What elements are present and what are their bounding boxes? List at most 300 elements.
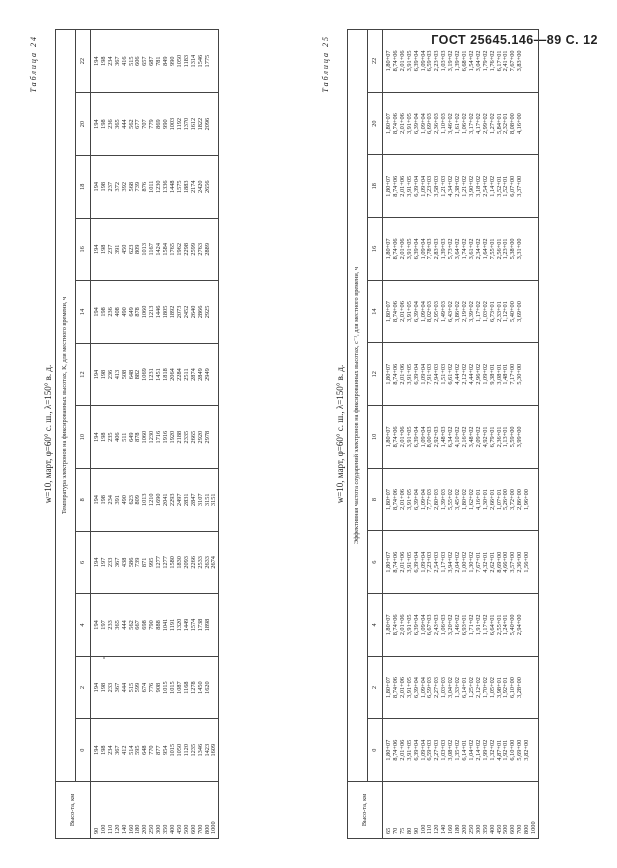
table-cell: 2,36+00 (517, 531, 524, 594)
table-cell: 990 (163, 93, 170, 156)
row-label: 800 (524, 782, 531, 839)
table-cell: 6,34+02 (448, 406, 455, 469)
table-cell: 2,66+01 (489, 468, 496, 531)
table-cell: 6,39+04 (413, 468, 420, 531)
column-header: 12 (367, 343, 382, 406)
table-cell (211, 594, 218, 657)
table-cell: 1620 (204, 656, 211, 719)
table-cell (531, 92, 538, 155)
table-cell: 1,46+02 (455, 594, 462, 657)
table-cell: 1451 (156, 343, 163, 406)
table-cell: 234 (107, 719, 114, 782)
table-cell: 197 (100, 531, 107, 594)
table-cell: 1,21+02 (461, 155, 468, 218)
table-cell: 2,38+02 (455, 155, 462, 218)
table-cell: 236 (107, 343, 114, 406)
table-cell: 233 (107, 594, 114, 657)
table-cell: 2,92+03 (434, 406, 441, 469)
table-cell: 3,91+05 (406, 155, 413, 218)
table-cell: 1191 (169, 594, 176, 657)
table-cell: 1235 (190, 719, 197, 782)
table-cell: 1575 (176, 155, 183, 218)
table-cell: 198 (100, 468, 107, 531)
row-label: 140 (441, 782, 448, 839)
column-header: 10 (75, 406, 90, 469)
table-cell: 194 (90, 281, 100, 344)
table-cell: 4,87+01 (496, 719, 503, 782)
table-cell: 8,69+00 (496, 531, 503, 594)
table-row (489, 30, 496, 839)
table-cell: 6,64+01 (489, 594, 496, 657)
table-cell: 1167 (149, 218, 156, 281)
table-cell: 1230 (156, 155, 163, 218)
table-cell: 2511 (183, 343, 190, 406)
table-cell: 8,74+06 (392, 468, 399, 531)
table-cell: 1775 (204, 30, 211, 93)
table-cell: 8,74+06 (392, 531, 399, 594)
table-24-name: Таблица 24 (28, 35, 38, 93)
row-label: 500 (183, 782, 190, 839)
table-cell: 6,39+04 (413, 343, 420, 406)
table-cell: 7,23+03 (427, 531, 434, 594)
table-cell: 1892 (169, 281, 176, 344)
table-cell: 2599 (190, 218, 197, 281)
table-cell: 444 (121, 594, 128, 657)
table-cell: 1916 (163, 406, 170, 469)
table-cell: 595 (135, 719, 142, 782)
table-cell: 6,39+04 (413, 155, 420, 218)
table-cell: 237 (107, 155, 114, 218)
table-cell (531, 531, 538, 594)
table-cell: 3,69+00 (517, 280, 524, 343)
table-cell: 871 (142, 531, 149, 594)
table-cell: 198 (100, 719, 107, 782)
table-cell: 194 (90, 343, 100, 406)
table-cell: 1449 (183, 594, 190, 657)
column-header: 8 (367, 468, 382, 531)
table-cell: 235 (107, 406, 114, 469)
table-cell: 2889 (204, 218, 211, 281)
table-cell: 1041 (163, 594, 170, 657)
table-cell: 194 (90, 594, 100, 657)
table-cell: 3,17+02 (468, 92, 475, 155)
table-cell: 6,59+03 (427, 656, 434, 719)
table-cell: 6,10+00 (510, 719, 517, 782)
table-cell: 8,74+06 (392, 280, 399, 343)
table-cell: 849 (163, 30, 170, 93)
table-cell: 5,55+02 (448, 468, 455, 531)
table-cell: 779 (149, 93, 156, 156)
row-label: 70 (392, 782, 399, 839)
table-cell: 3,91+05 (406, 406, 413, 469)
table-cell: 2,01+06 (399, 468, 406, 531)
column-header: 22 (367, 30, 382, 93)
table-cell: 3,90+02 (468, 155, 475, 218)
table-cell: 1,30+02 (468, 531, 475, 594)
table-24-section (29, 29, 219, 839)
table-cell: 3,61+02 (468, 218, 475, 281)
table-cell: 7,67+01 (475, 531, 482, 594)
table-cell: 508 (121, 343, 128, 406)
row-label: 800 (204, 782, 211, 839)
table-cell: 1370 (183, 93, 190, 156)
table-cell: 2497 (176, 468, 183, 531)
table-cell: 6,17+01 (496, 30, 503, 93)
table-cell (524, 30, 531, 93)
table-cell: 2925 (204, 281, 211, 344)
table-cell: 770 (149, 719, 156, 782)
table-cell: 2093 (183, 531, 190, 594)
column-header: 6 (367, 531, 382, 594)
table-cell: 1168 (183, 656, 190, 719)
table-cell: 1,54+02 (468, 30, 475, 93)
table-25 (347, 29, 539, 839)
table-cell: 8,74+06 (392, 406, 399, 469)
table-cell: 2,27+03 (434, 719, 441, 782)
table-cell: 5,40+00 (510, 594, 517, 657)
table-cell: 1,03+02 (482, 280, 489, 343)
table-cell: 1,64+02 (482, 218, 489, 281)
table-cell: 1580 (169, 531, 176, 594)
column-header: 2 (367, 656, 382, 719)
table-cell: 1003 (169, 93, 176, 156)
table-cell: 194 (90, 468, 100, 531)
table-cell: 3,91+05 (406, 92, 413, 155)
table-cell: 2,94+03 (434, 343, 441, 406)
table-cell: 809 (135, 218, 142, 281)
table-cell: 416 (121, 30, 128, 93)
table-cell: 2293 (169, 468, 176, 531)
row-label: 300 (156, 782, 163, 839)
table-cell: 562 (128, 93, 135, 156)
table-cell: 1,80+02 (461, 468, 468, 531)
table-cell: 698 (142, 594, 149, 657)
table-cell: 1,00+02 (461, 531, 468, 594)
table-cell: 1,48+01 (503, 343, 510, 406)
table-cell: 2,01+06 (399, 155, 406, 218)
table-cell (211, 30, 218, 93)
column-header: 2 (75, 656, 90, 719)
table-cell: 1050 (176, 30, 183, 93)
table-cell: 1277 (156, 531, 163, 594)
table-cell: 674 (142, 656, 149, 719)
table-cell: 2,99+02 (482, 92, 489, 155)
table-cell: 1,91+02 (475, 594, 482, 657)
table-cell: 3,91+05 (406, 343, 413, 406)
table-cell: 1213 (149, 281, 156, 344)
table-cell: 6,73+01 (489, 280, 496, 343)
table-cell: 1,09+04 (420, 406, 427, 469)
table-cell: 6,10+00 (510, 656, 517, 719)
table-cell: 4,10+02 (455, 406, 462, 469)
table-cell: 1898 (204, 594, 211, 657)
table-cell: 367 (114, 30, 121, 93)
column-header: 8 (75, 468, 90, 531)
table-cell: 3,72+00 (510, 468, 517, 531)
table-cell: 1,62+02 (468, 468, 475, 531)
table-cell: 6,39+04 (413, 30, 420, 93)
table-cell: 776 (149, 656, 156, 719)
table-cell: 1192 (176, 93, 183, 156)
table-cell: 2,12+02 (461, 343, 468, 406)
row-label: 200 (461, 782, 468, 839)
table-cell: 649 (128, 406, 135, 469)
table-cell: 1,80+07 (382, 343, 392, 406)
table-cell: 444 (121, 656, 128, 719)
table-cell: 198 (100, 656, 107, 719)
table-cell: 1,09+04 (420, 280, 427, 343)
table-cell: 1069 (142, 343, 149, 406)
row-label: 110 (427, 782, 434, 839)
table-cell: 7,55+01 (489, 218, 496, 281)
table-cell: 2,01+06 (399, 92, 406, 155)
table-cell: 2,01+06 (399, 656, 406, 719)
table-cell: 1962 (176, 218, 183, 281)
table-cell: 2,94+00 (517, 594, 524, 657)
table-cell: 877 (156, 719, 163, 782)
column-header: 10 (367, 406, 382, 469)
row-label: 160 (128, 782, 135, 839)
row-label: 100 (100, 782, 107, 839)
table-cell: 1,35+02 (455, 719, 462, 782)
table-cell: 1609 (211, 719, 218, 782)
table-cell: 438 (121, 531, 128, 594)
table-cell: 1,21+03 (441, 155, 448, 218)
column-header: 18 (75, 155, 90, 218)
table-cell: 6,14+01 (461, 656, 468, 719)
table-cell: 5,30+00 (517, 343, 524, 406)
table-cell: 1050 (176, 719, 183, 782)
table-cell: 3,64+02 (455, 218, 462, 281)
table-24-caption: w=10, март, φ=60° с. ш., λ=150° в. д. (42, 364, 53, 504)
row-label: 180 (135, 782, 142, 839)
table-row (413, 30, 420, 839)
row-label: 90 (90, 782, 100, 839)
row-label: 100 (420, 782, 427, 839)
table-cell: 3,48+02 (468, 406, 475, 469)
table-cell: 2978 (204, 406, 211, 469)
table-cell: 2949 (204, 343, 211, 406)
table-cell (524, 656, 531, 719)
table-cell: 194 (90, 218, 100, 281)
table-cell: 2,01+06 (399, 406, 406, 469)
table-cell: 511 (121, 406, 128, 469)
table-cell: 1,48+03 (441, 406, 448, 469)
table-cell: 2,62+01 (489, 531, 496, 594)
table-cell: 2,32+01 (503, 92, 510, 155)
table-25-subcaption: Эффективная частота соударений электронов на фиксированных высотах, с⁻¹, для местного времени, ч (347, 30, 367, 782)
table-cell: 649 (128, 281, 135, 344)
table-cell: 1,80+07 (382, 594, 392, 657)
table-cell: 1,30+01 (482, 468, 489, 531)
table-cell: 2096 (204, 93, 211, 156)
table-cell: 198 (100, 406, 107, 469)
table-cell: 2,01+06 (399, 30, 406, 93)
table-cell: 2656 (204, 155, 211, 218)
row-label: 80 (406, 782, 413, 839)
row-label: 140 (121, 782, 128, 839)
table-cell: 1,80+07 (382, 406, 392, 469)
table-cell: 3,91+05 (406, 468, 413, 531)
table-cell: 908 (156, 656, 163, 719)
column-header: 12 (75, 343, 90, 406)
row-label: 700 (197, 782, 204, 839)
table-cell: 5,84+01 (496, 92, 503, 155)
table-cell: 2420 (197, 155, 204, 218)
row-label: 400 (169, 782, 176, 839)
table-cell: 1690 (156, 468, 163, 531)
table-cell: 1087 (176, 656, 183, 719)
table-row (524, 30, 531, 839)
table-cell: 1120 (183, 719, 190, 782)
table-cell: 2,19+02 (461, 280, 468, 343)
table-cell: 1,09+04 (420, 218, 427, 281)
table-cell: 6,79+01 (489, 406, 496, 469)
table-cell: 5,40+00 (510, 280, 517, 343)
table-cell: 2064 (169, 343, 176, 406)
table-cell: 1,79+02 (482, 30, 489, 93)
table-cell (531, 30, 538, 93)
table-cell: 6,59+03 (427, 30, 434, 93)
table-cell: 781 (156, 30, 163, 93)
page-header: ГОСТ 25645.146—89 С. 12 (431, 33, 598, 47)
row-label: 1000 (211, 782, 218, 839)
table-cell: 648 (128, 343, 135, 406)
table-cell: 2,34+02 (475, 218, 482, 281)
table-cell: 6,93+01 (461, 594, 468, 657)
table-cell: 1,03+03 (441, 656, 448, 719)
table-cell (524, 92, 531, 155)
table-cell: 2,56+01 (496, 218, 503, 281)
table-cell: 1,06+02 (461, 92, 468, 155)
table-cell: 198 (100, 343, 107, 406)
table-cell (524, 155, 531, 218)
table-cell: 1,71+02 (468, 594, 475, 657)
table-cell: 1,80+07 (382, 656, 392, 719)
table-24 (55, 29, 219, 839)
table-cell: 562 (128, 594, 135, 657)
table-cell: 1,70+02 (482, 656, 489, 719)
table-cell: 1,05+02 (489, 656, 496, 719)
table-cell: 3107 (197, 468, 204, 531)
table-cell: 1,17+02 (475, 280, 482, 343)
table-row (90, 30, 100, 839)
table-cell: 2073 (176, 281, 183, 344)
row-header: Высо-та, км (55, 782, 90, 839)
table-cell: 623 (128, 468, 135, 531)
table-cell: 2,54+03 (434, 531, 441, 594)
table-cell: 1,25+02 (468, 656, 475, 719)
table-cell: 3,19+02 (448, 30, 455, 93)
table-cell: 1,09+04 (420, 531, 427, 594)
table-cell: 3,91+05 (406, 594, 413, 657)
table-cell: 8,74+06 (392, 719, 399, 782)
table-cell: 1015 (169, 719, 176, 782)
table-row (517, 30, 524, 839)
table-25-section (321, 29, 539, 839)
table-cell: 6,39+04 (413, 406, 420, 469)
table-cell (531, 280, 538, 343)
table-cell: 2874 (190, 343, 197, 406)
table-cell: 6,39+04 (413, 531, 420, 594)
table-cell: 1830 (176, 531, 183, 594)
table-cell: 6,39+04 (413, 92, 420, 155)
row-label: 350 (482, 782, 489, 839)
table-cell: 599 (135, 656, 142, 719)
table-cell: 1,80+07 (382, 719, 392, 782)
row-label: 500 (503, 782, 510, 839)
table-cell: 6,61+02 (448, 343, 455, 406)
table-cell: 2847 (190, 468, 197, 531)
table-row (382, 30, 392, 839)
table-cell: 406 (114, 406, 121, 469)
table-cell: 1546 (197, 30, 204, 93)
table-cell: 198 (100, 30, 107, 93)
table-cell: 990 (169, 30, 176, 93)
table-cell: 1822 (197, 93, 204, 156)
table-cell: 1346 (197, 719, 204, 782)
row-label: 65 (382, 782, 392, 839)
table-cell: 1883 (183, 155, 190, 218)
table-cell: 739 (135, 531, 142, 594)
table-cell: 1,80+07 (382, 218, 392, 281)
table-cell: 3,91+05 (406, 531, 413, 594)
table-cell: 809 (135, 468, 142, 531)
column-header: 18 (367, 155, 382, 218)
table-cell: 4,16+01 (475, 468, 482, 531)
table-cell: 237 (107, 218, 114, 281)
table-cell: 391 (114, 468, 121, 531)
table-cell: 1,13+01 (503, 406, 510, 469)
table-cell: 6,69+03 (427, 92, 434, 155)
table-cell: 1,24+01 (503, 594, 510, 657)
table-cell: 233 (107, 656, 114, 719)
table-cell: 2266 (190, 531, 197, 594)
table-cell (531, 406, 538, 469)
table-cell: 194 (90, 656, 100, 719)
table-cell: 6,39+04 (413, 656, 420, 719)
table-cell (211, 155, 218, 218)
column-header: 16 (75, 218, 90, 281)
table-cell (524, 594, 531, 657)
table-cell: 3151 (204, 468, 211, 531)
table-cell: 3,82+00 (524, 719, 531, 782)
table-cell: 2335 (183, 406, 190, 469)
table-cell: 2188 (176, 406, 183, 469)
table-cell: 1,52+01 (503, 155, 510, 218)
table-25-name: Таблица 25 (320, 35, 330, 93)
table-cell: 4,44+02 (455, 343, 462, 406)
table-row (531, 30, 538, 839)
table-cell: 1920 (169, 406, 176, 469)
row-label: 350 (163, 782, 170, 839)
table-cell: 3151 (211, 468, 218, 531)
table-cell: 1,03+03 (441, 719, 448, 782)
table-cell: 6,39+04 (413, 594, 420, 657)
table-cell (211, 93, 218, 156)
row-label: 600 (510, 782, 517, 839)
table-cell: 198 (100, 155, 107, 218)
row-label: 90 (413, 782, 420, 839)
table-cell: 1450 (197, 656, 204, 719)
table-cell: 1,09+04 (420, 155, 427, 218)
table-cell: 3,58+03 (434, 155, 441, 218)
table-cell: 2674 (211, 531, 218, 594)
row-label: 180 (455, 782, 462, 839)
table-cell: 1,80+07 (382, 30, 392, 93)
table-cell: 1423 (204, 719, 211, 782)
table-cell: 1230 (149, 406, 156, 469)
